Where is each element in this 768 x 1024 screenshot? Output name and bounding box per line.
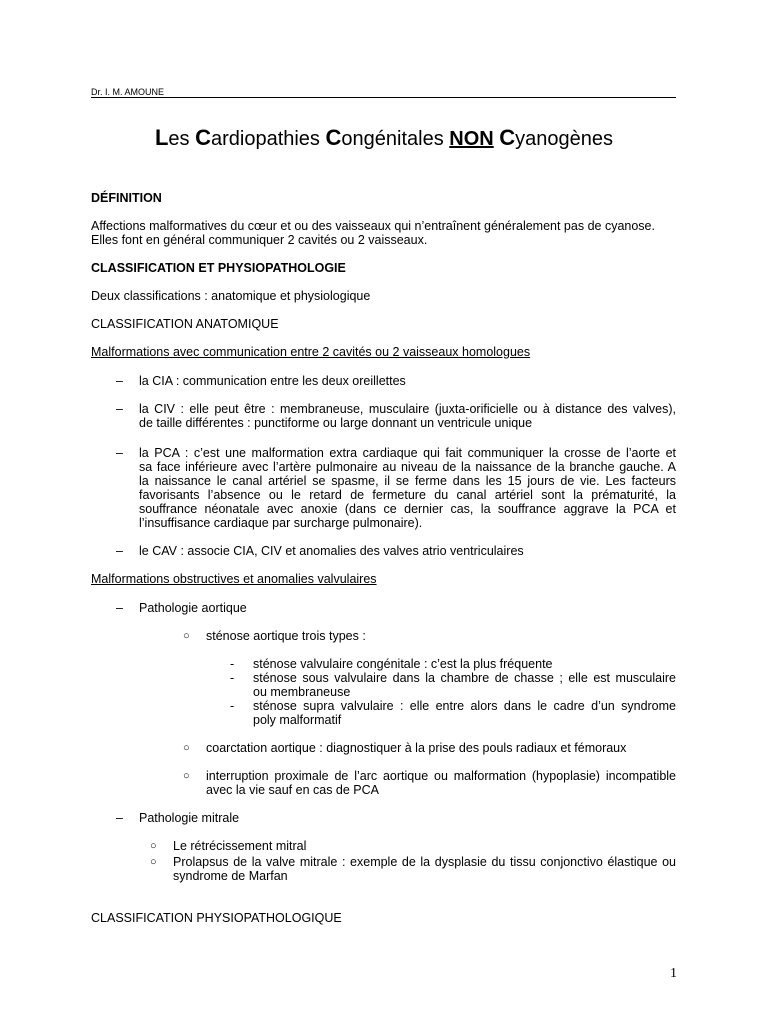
hyphen-bullet: - [230, 671, 235, 685]
circle-bullet: ○ [150, 856, 157, 868]
definition-line: Affections malformatives du cœur et ou des vaisseaux qui n’entraînent généralement pas de cyanose. [91, 219, 655, 233]
dash-bullet: – [116, 544, 123, 558]
definition-line: Elles font en général communiquer 2 cavités ou 2 vaisseaux. [91, 233, 428, 247]
item-pca-line: la naissance le canal artériel se spasme, il se ferme dans les 15 jours de vie. Les facteurs [139, 474, 676, 488]
item-stenose-sous-valvulaire-line: sténose sous valvulaire dans la chambre de chasse ; elle est musculaire [253, 671, 676, 685]
item-civ-line: la CIV : elle peut être : membraneuse, musculaire (juxta-orificielle ou à distance des valves), [139, 402, 676, 416]
header-rule [91, 97, 676, 98]
item-pca-line: souffrance néonatale avec anoxie (dans ce dernier cas, la souffrance aggrave la PCA et [139, 502, 676, 516]
definition-heading: DÉFINITION [91, 191, 162, 205]
item-cav: le CAV : associe CIA, CIV et anomalies des valves atrio ventriculaires [139, 544, 524, 558]
item-prolapsus-line: Prolapsus de la valve mitrale : exemple de la dysplasie du tissu conjonctivo élastique ou [173, 855, 676, 869]
item-stenose-types: sténose aortique trois types : [206, 629, 366, 643]
item-prolapsus-line: syndrome de Marfan [173, 869, 288, 883]
item-pca-line: favorisants l’absence ou le retard de fermeture du canal artériel sont la prématurité, la [139, 488, 676, 502]
dash-bullet: – [116, 811, 123, 825]
physiopathologique-heading: CLASSIFICATION PHYSIOPATHOLOGIQUE [91, 911, 342, 925]
item-retrecissement-mitral: Le rétrécissement mitral [173, 839, 307, 853]
page-number: 1 [670, 966, 677, 981]
item-pathologie-mitrale: Pathologie mitrale [139, 811, 240, 825]
group-heading-communication: Malformations avec communication entre 2 cavités ou 2 vaisseaux homologues [91, 345, 531, 359]
item-stenose-sous-valvulaire-line: ou membraneuse [253, 685, 351, 699]
item-pca-line: sa face inférieure avec l’artère pulmonaire au niveau de la naissance de la branche gauche. A [139, 460, 676, 474]
item-pca-line: l’insuffisance cardiaque par surcharge pulmonaire). [139, 516, 423, 530]
item-pathologie-aortique: Pathologie aortique [139, 601, 247, 615]
item-cia: la CIA : communication entre les deux oreillettes [139, 374, 406, 388]
item-coarctation: coarctation aortique : diagnostiquer à la prise des pouls radiaux et fémoraux [206, 741, 627, 755]
item-pca-line: la PCA : c’est une malformation extra cardiaque qui fait communiquer la crosse de l’aorte et [139, 446, 676, 460]
circle-bullet: ○ [183, 742, 190, 754]
item-stenose-supra-line: sténose supra valvulaire : elle entre alors dans le cadre d’un syndrome [253, 699, 676, 713]
page-header-author: Dr. I. M. AMOUNE [91, 87, 165, 97]
item-interruption-line: interruption proximale de l’arc aortique ou malformation (hypoplasie) incompatible [206, 769, 676, 783]
dash-bullet: – [116, 402, 123, 416]
dash-bullet: – [116, 374, 123, 388]
classification-heading: CLASSIFICATION ET PHYSIOPATHOLOGIE [91, 261, 346, 275]
dash-bullet: – [116, 601, 123, 615]
document-title: Les Cardiopathies Congénitales NON Cyanogènes [154, 125, 614, 150]
group-heading-obstructives: Malformations obstructives et anomalies valvulaires [91, 572, 377, 586]
item-civ-line: de taille différentes : punctiforme ou large donnant un ventricule unique [139, 416, 533, 430]
dash-bullet: – [116, 446, 123, 460]
item-stenose-supra-line: poly malformatif [253, 713, 342, 727]
circle-bullet: ○ [183, 770, 190, 782]
item-interruption-line: avec la vie sauf en cas de PCA [206, 783, 380, 797]
item-stenose-valvulaire: sténose valvulaire congénitale : c’est la plus fréquente [253, 657, 553, 671]
title-non: NON [449, 128, 494, 150]
classification-intro: Deux classifications : anatomique et physiologique [91, 289, 371, 303]
anatomique-heading: CLASSIFICATION ANATOMIQUE [91, 317, 279, 331]
circle-bullet: ○ [183, 630, 190, 642]
hyphen-bullet: - [230, 699, 235, 713]
circle-bullet: ○ [150, 840, 157, 852]
hyphen-bullet: - [230, 657, 235, 671]
